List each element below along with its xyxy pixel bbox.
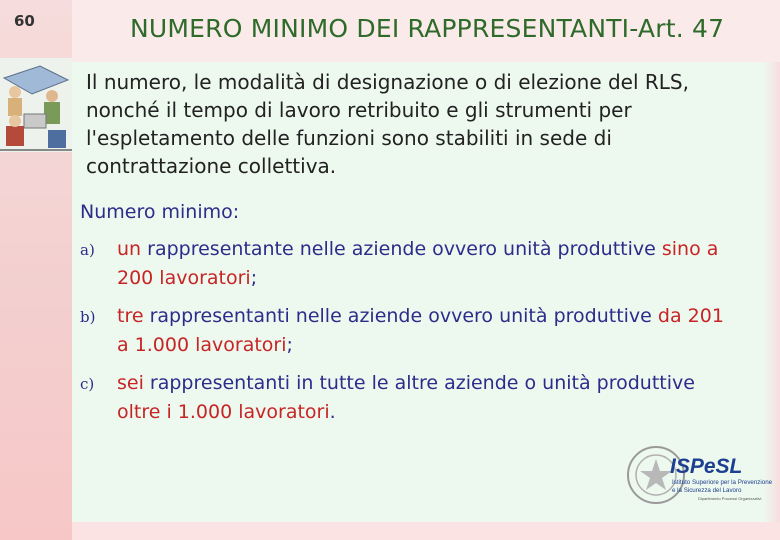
worker-range: da 201 a 1.000 lavoratori <box>117 305 724 356</box>
item-text: rappresentante nelle aziende ovvero unità produttive <box>141 238 662 260</box>
slide-number: 60 <box>14 12 35 30</box>
item-text: rappresentanti in tutte le altre aziende o unità produttive <box>143 372 695 394</box>
representative-count: tre <box>117 305 144 327</box>
logo-line-3: Dipartimento Processi Organizzativi <box>698 496 762 501</box>
bottom-band <box>72 522 780 540</box>
list-marker: c) <box>80 375 95 393</box>
intro-paragraph: Il numero, le modalità di designazione o di elezione del RLS, nonché il tempo di lavoro retribuito e gli strumenti per l'espletamento delle funzioni sono stabiliti in sede di contrattazione collettiva. <box>86 70 689 178</box>
slide-title: NUMERO MINIMO DEI RAPPRESENTANTI-Art. 47 <box>130 14 725 43</box>
item-punctuation: ; <box>250 267 258 289</box>
list-marker: b) <box>80 308 96 326</box>
item-punctuation: . <box>329 401 336 423</box>
logo-line-1: Istituto Superiore per la Prevenzione <box>672 479 773 486</box>
logo-line-2: e la Sicurezza del Lavoro <box>672 487 742 494</box>
list-item <box>80 369 730 427</box>
list-item <box>80 235 730 293</box>
representative-count: sei <box>117 372 144 394</box>
list-heading: Numero minimo: <box>80 201 240 223</box>
office-workers-clipart <box>0 58 72 152</box>
representative-count: un <box>117 238 142 260</box>
item-punctuation: ; <box>286 334 293 356</box>
ispesl-logo <box>626 435 774 515</box>
logo-wordmark: ISPeSL <box>670 455 743 478</box>
list-item <box>80 302 730 360</box>
item-text: rappresentanti nelle aziende ovvero unità produttive <box>143 305 658 327</box>
worker-range: sino a 200 lavoratori <box>117 238 719 289</box>
list-marker: a) <box>80 241 95 259</box>
worker-range: oltre i 1.000 lavoratori <box>117 401 330 423</box>
